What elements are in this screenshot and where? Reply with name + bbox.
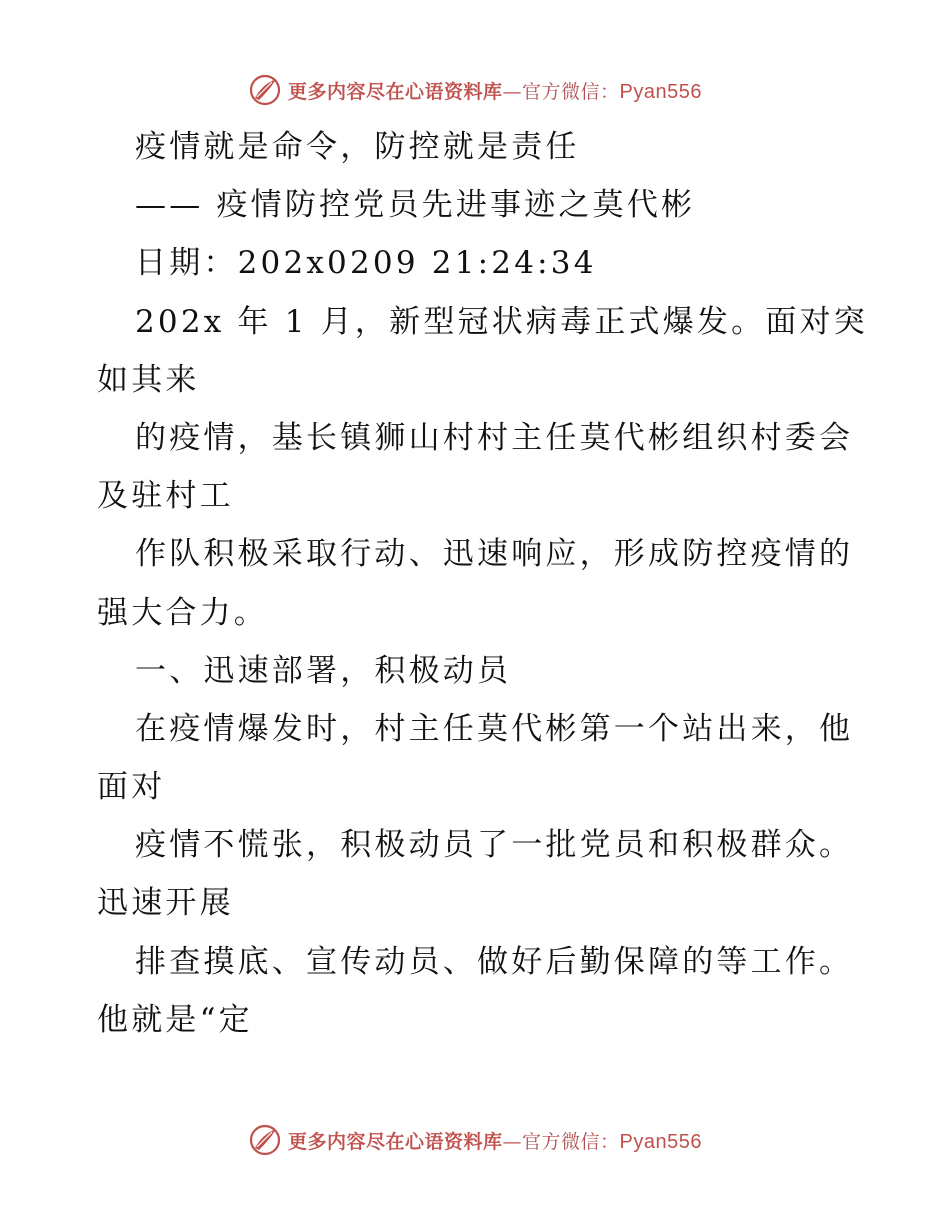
document-line: 他就是“定 (97, 1001, 253, 1038)
watermark-site: 更多内容尽在心语资料库 (288, 80, 503, 103)
document-body (97, 118, 867, 1049)
document-line: 如其来 (97, 361, 200, 398)
watermark-site: 更多内容尽在心语资料库 (288, 1130, 503, 1153)
document-line: 及驻村工 (97, 478, 234, 515)
document-line: 疫情就是命令，防控就是责任 (135, 129, 580, 165)
pen-logo-icon (248, 1123, 282, 1157)
document-line: 一、迅速部署，积极动员 (135, 652, 512, 689)
watermark-text (288, 1127, 702, 1154)
document-line: 面对 (97, 769, 166, 806)
pen-logo-icon (248, 73, 282, 107)
document-line: —— 疫情防控党员先进事迹之莫代彬 (135, 187, 696, 224)
document-line: 的疫情，基长镇狮山村村主任莫代彬组织村委会 (135, 419, 854, 456)
watermark-wechat-id: Pyan556 (619, 80, 702, 103)
document-line: 作队积极采取行动、迅速响应，形成防控疫情的 (135, 536, 854, 573)
watermark-text (288, 77, 702, 104)
document-line: 疫情不慌张，积极动员了一批党员和积极群众。 (135, 827, 854, 864)
watermark-dash: — (502, 80, 523, 103)
document-line: 日期：202x0209 21:24:34 (135, 245, 597, 282)
watermark-wechat-label: 官方微信： (522, 80, 620, 103)
document-line: 202x 年 1 月，新型冠状病毒正式爆发。面对突 (135, 303, 868, 340)
document-line: 迅速开展 (97, 885, 234, 922)
document-line: 排查摸底、宣传动员、做好后勤保障的等工作。 (135, 943, 854, 980)
watermark-dash: — (502, 1130, 523, 1153)
footer-watermark (0, 1120, 950, 1160)
watermark-wechat-id: Pyan556 (619, 1130, 702, 1153)
watermark-wechat-label: 官方微信： (522, 1130, 620, 1153)
document-line: 在疫情爆发时，村主任莫代彬第一个站出来，他 (135, 710, 854, 747)
document-line: 强大合力。 (97, 594, 268, 631)
header-watermark (0, 70, 950, 110)
